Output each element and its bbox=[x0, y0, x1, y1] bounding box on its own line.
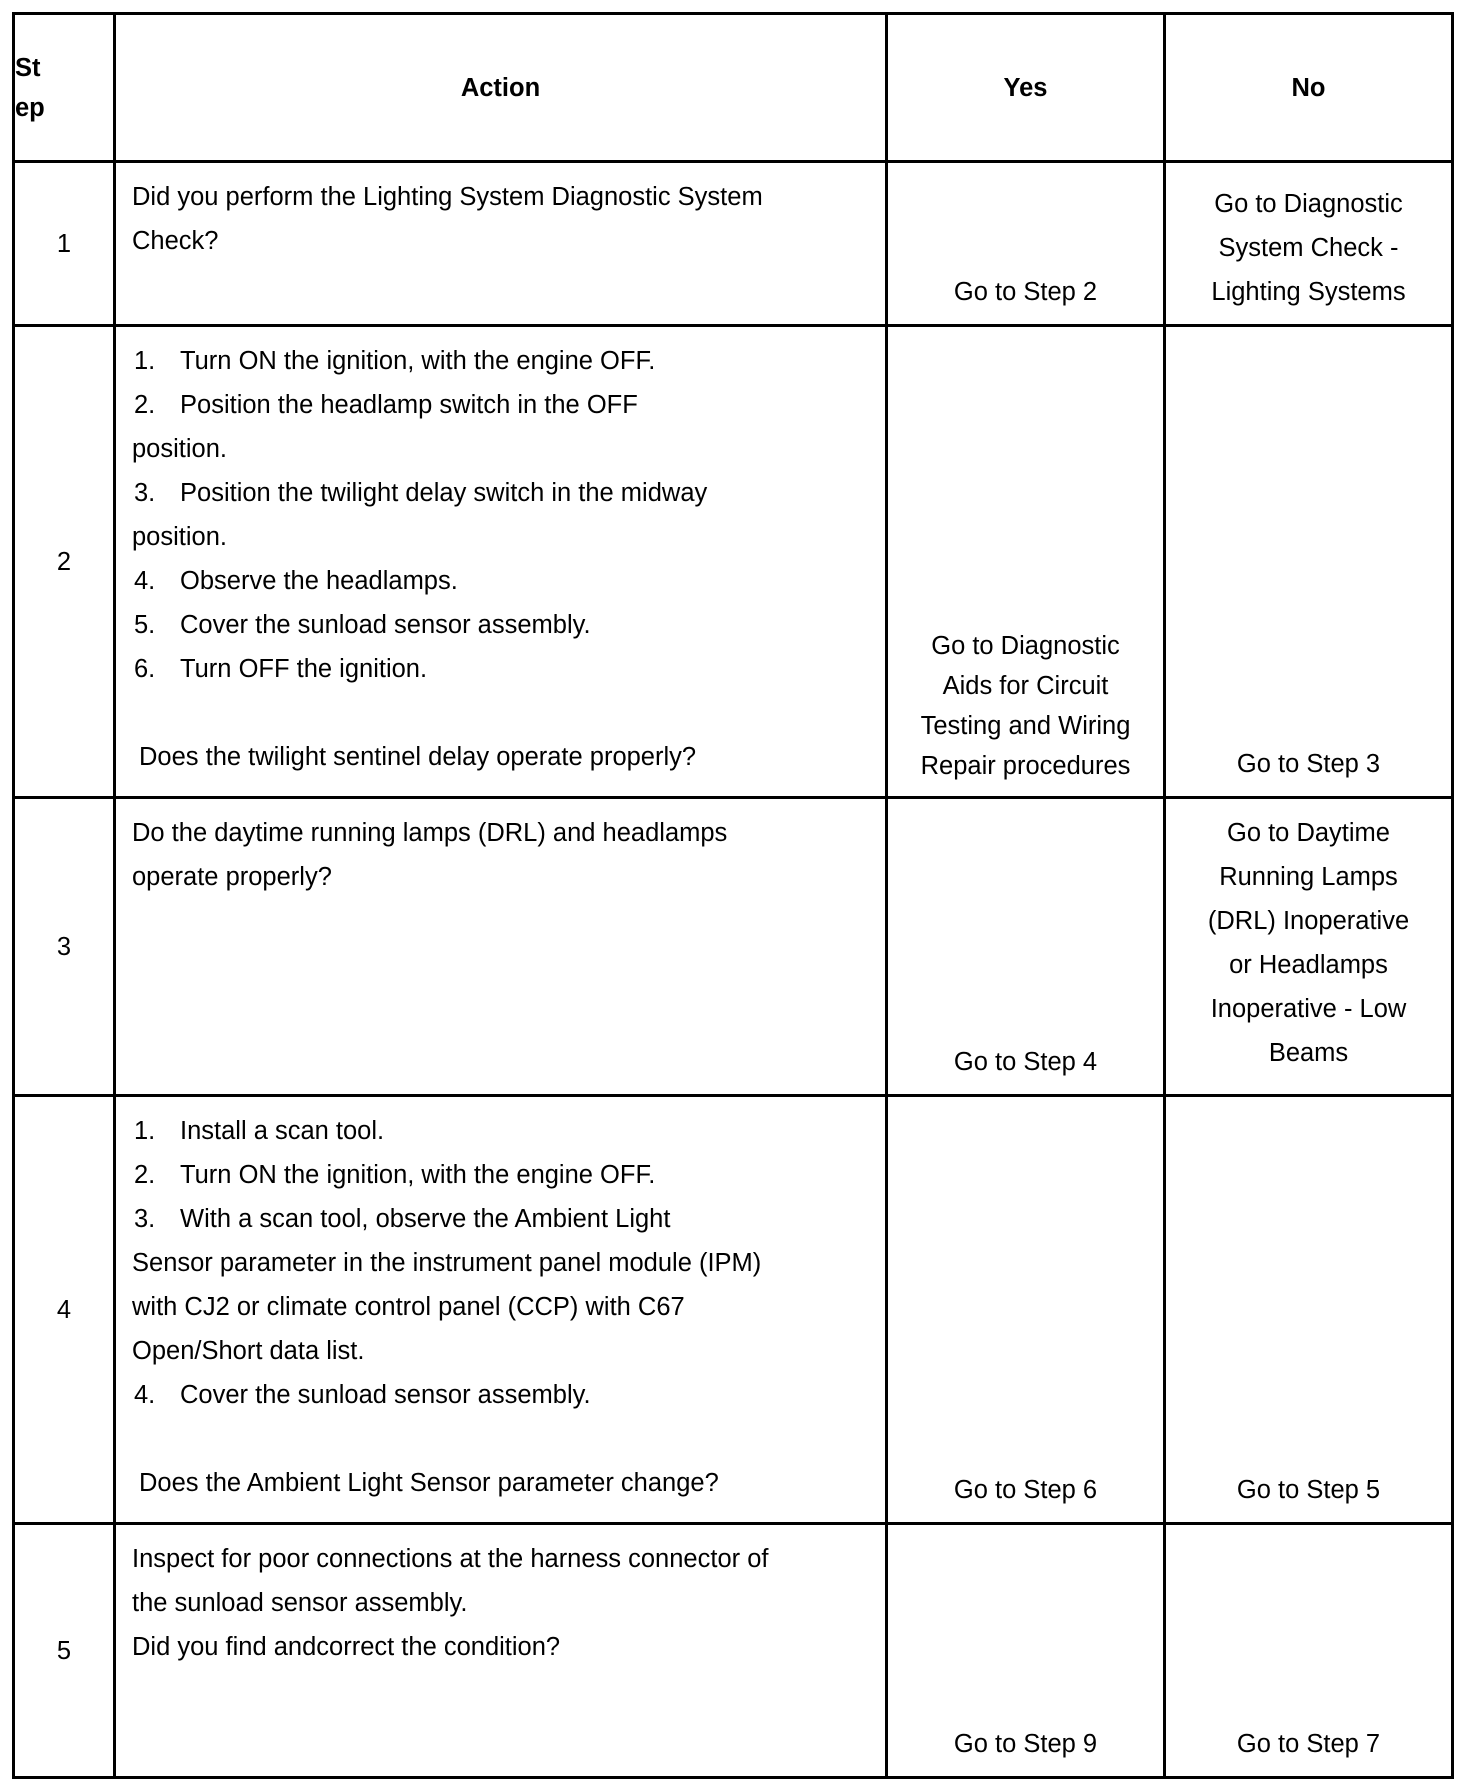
action-cell bbox=[115, 162, 887, 326]
diagnostic-table bbox=[12, 12, 1454, 1779]
action-item-continuation: Open/Short data list. bbox=[132, 1337, 365, 1365]
no-text: Go to Daytime bbox=[1227, 819, 1390, 847]
action-line: Did you find andcorrect the condition? bbox=[132, 1633, 561, 1661]
yes-cell bbox=[887, 162, 1165, 326]
action-line: operate properly? bbox=[132, 863, 332, 891]
no-cell bbox=[1165, 1524, 1453, 1778]
action-cell bbox=[115, 1096, 887, 1524]
action-item: 4. Cover the sunload sensor assembly. bbox=[134, 1381, 591, 1409]
step-number: 4 bbox=[14, 1096, 115, 1524]
yes-cell bbox=[887, 326, 1165, 798]
table-row bbox=[14, 326, 1453, 798]
header-action: Action bbox=[115, 14, 887, 162]
yes-text: Go to Step 2 bbox=[953, 278, 1098, 306]
yes-text: Go to Step 9 bbox=[953, 1730, 1098, 1758]
yes-text: Testing and Wiring bbox=[920, 712, 1131, 740]
action-item-continuation: position. bbox=[132, 435, 227, 463]
header-yes: Yes bbox=[887, 14, 1165, 162]
no-text: Go to Step 7 bbox=[1236, 1730, 1381, 1758]
action-cell bbox=[115, 1524, 887, 1778]
no-text: Go to Step 3 bbox=[1236, 750, 1381, 778]
action-line: Do the daytime running lamps (DRL) and headlamps bbox=[132, 819, 728, 847]
step-number: 1 bbox=[14, 162, 115, 326]
action-item: 1. Install a scan tool. bbox=[134, 1117, 385, 1145]
header-step-line2: ep bbox=[15, 93, 45, 122]
action-cell bbox=[115, 798, 887, 1096]
yes-cell bbox=[887, 798, 1165, 1096]
no-text: Inoperative - Low bbox=[1210, 995, 1407, 1023]
table-row bbox=[14, 1096, 1453, 1524]
action-item-continuation: position. bbox=[132, 523, 227, 551]
step-number: 2 bbox=[14, 326, 115, 798]
action-item: 3. Position the twilight delay switch in the midway bbox=[134, 479, 708, 507]
action-line: Inspect for poor connections at the harness connector of bbox=[132, 1545, 769, 1573]
header-step-line1: St bbox=[15, 53, 41, 82]
no-text: System Check - bbox=[1218, 234, 1399, 262]
action-line: the sunload sensor assembly. bbox=[132, 1589, 468, 1617]
no-text: (DRL) Inoperative bbox=[1207, 907, 1410, 935]
yes-text: Go to Step 6 bbox=[953, 1476, 1098, 1504]
yes-cell bbox=[887, 1524, 1165, 1778]
step-number: 3 bbox=[14, 798, 115, 1096]
table-row bbox=[14, 162, 1453, 326]
no-cell bbox=[1165, 162, 1453, 326]
action-question: Does the Ambient Light Sensor parameter change? bbox=[139, 1469, 719, 1497]
no-cell bbox=[1165, 798, 1453, 1096]
no-text: Running Lamps bbox=[1219, 863, 1398, 891]
action-item: 5. Cover the sunload sensor assembly. bbox=[134, 611, 591, 639]
yes-text: Aids for Circuit bbox=[942, 672, 1109, 700]
step-number: 5 bbox=[14, 1524, 115, 1778]
action-item: 3. With a scan tool, observe the Ambient Light bbox=[134, 1205, 671, 1233]
no-text: Go to Diagnostic bbox=[1214, 190, 1403, 218]
yes-text: Go to Step 4 bbox=[953, 1048, 1098, 1076]
no-cell bbox=[1165, 1096, 1453, 1524]
action-item: 2. Position the headlamp switch in the OFF bbox=[134, 391, 638, 419]
no-text: or Headlamps bbox=[1229, 951, 1388, 979]
yes-text: Repair procedures bbox=[920, 752, 1131, 780]
action-item: 6. Turn OFF the ignition. bbox=[134, 655, 428, 683]
action-item: 2. Turn ON the ignition, with the engine OFF. bbox=[134, 1161, 656, 1189]
action-item-continuation: Sensor parameter in the instrument panel module (IPM) bbox=[132, 1249, 762, 1277]
no-cell bbox=[1165, 326, 1453, 798]
action-cell bbox=[115, 326, 887, 798]
header-row bbox=[14, 14, 1453, 162]
no-text: Beams bbox=[1268, 1039, 1349, 1067]
action-line: Did you perform the Lighting System Diagnostic System bbox=[132, 183, 763, 211]
yes-cell bbox=[887, 1096, 1165, 1524]
header-no: No bbox=[1165, 14, 1453, 162]
action-question: Does the twilight sentinel delay operate properly? bbox=[139, 743, 697, 771]
no-text: Lighting Systems bbox=[1211, 278, 1406, 306]
action-item: 1. Turn ON the ignition, with the engine OFF. bbox=[134, 347, 656, 375]
table-row bbox=[14, 798, 1453, 1096]
no-text: Go to Step 5 bbox=[1236, 1476, 1381, 1504]
action-item-continuation: with CJ2 or climate control panel (CCP) with C67 bbox=[132, 1293, 685, 1321]
action-line: Check? bbox=[132, 227, 219, 255]
header-step bbox=[14, 14, 115, 162]
table-row bbox=[14, 1524, 1453, 1778]
action-item: 4. Observe the headlamps. bbox=[134, 567, 458, 595]
yes-text: Go to Diagnostic bbox=[931, 632, 1120, 660]
